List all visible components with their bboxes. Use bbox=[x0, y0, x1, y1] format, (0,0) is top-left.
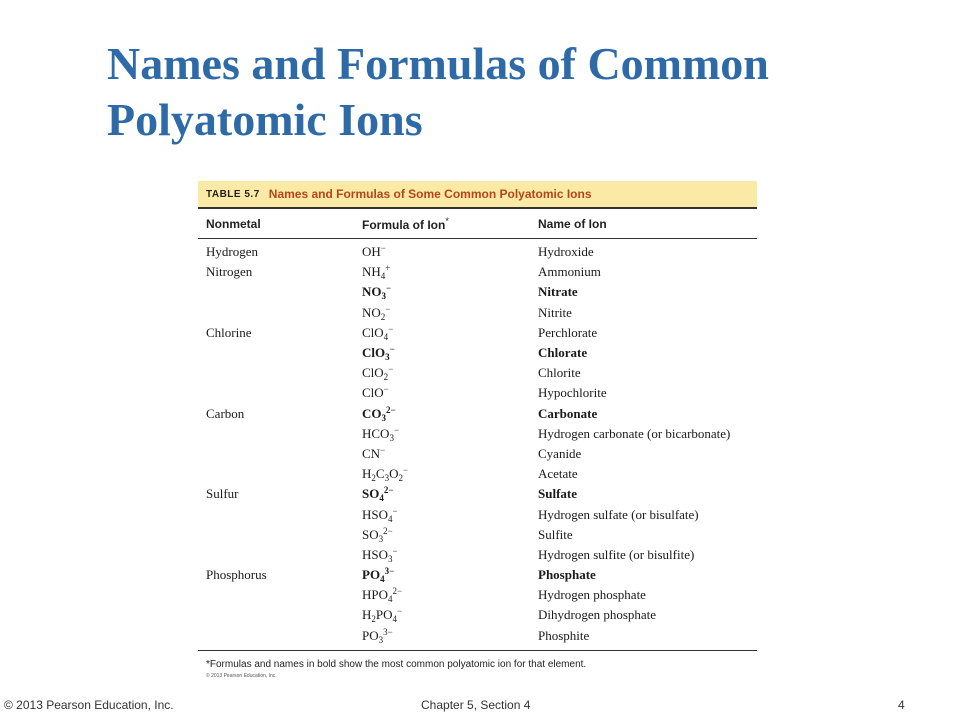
cell-ion-name: Hydrogen carbonate (or bicarbonate) bbox=[538, 425, 731, 441]
table-body bbox=[198, 239, 757, 651]
formula-part: NO bbox=[362, 284, 382, 300]
cell-ion-name: Hydrogen sulfite (or bisulfite) bbox=[538, 546, 695, 562]
formula-part: 2 bbox=[371, 614, 376, 625]
header-formula-footnote-mark: * bbox=[445, 215, 449, 226]
cell-ion-name: Chlorite bbox=[538, 365, 581, 381]
header-nonmetal: Nonmetal bbox=[206, 216, 261, 231]
formula-part: 3 bbox=[385, 352, 390, 363]
table-caption-title: Names and Formulas of Some Common Polyatomic Ions bbox=[268, 187, 592, 201]
cell-formula bbox=[362, 325, 538, 341]
formula-part: − bbox=[397, 606, 403, 617]
formula-part: 3− bbox=[383, 626, 393, 637]
formula-part: H bbox=[362, 607, 372, 623]
table-row bbox=[198, 585, 757, 605]
formula-part: − bbox=[385, 303, 391, 314]
cell-nonmetal: Hydrogen bbox=[206, 244, 258, 260]
formula-part: NH bbox=[362, 264, 381, 280]
formula-part: 2 bbox=[398, 473, 403, 484]
footer-chapter: Chapter 5, Section 4 bbox=[421, 698, 531, 712]
formula-part: 4 bbox=[392, 614, 398, 625]
formula-part: C bbox=[375, 466, 385, 482]
formula-part: + bbox=[385, 263, 391, 274]
formula-part: − bbox=[392, 545, 398, 556]
table-row bbox=[198, 383, 757, 403]
formula-part: PO bbox=[362, 567, 381, 583]
formula-part: ClO bbox=[362, 324, 384, 340]
formula-part: CO bbox=[362, 405, 382, 421]
cell-ion-name: Hydrogen sulfate (or bisulfate) bbox=[538, 506, 699, 522]
table-row bbox=[198, 565, 757, 585]
table-row bbox=[198, 282, 757, 302]
cell-formula bbox=[362, 466, 538, 482]
formula-part: NO bbox=[362, 304, 381, 320]
cell-ion-name: Nitrite bbox=[538, 304, 572, 320]
table-header-row bbox=[198, 209, 757, 239]
formula-part: 3 bbox=[384, 473, 390, 484]
cell-formula bbox=[362, 547, 538, 563]
cell-formula bbox=[362, 284, 538, 300]
formula-part: − bbox=[392, 505, 398, 516]
formula-part: 2 bbox=[380, 311, 386, 322]
table-row bbox=[198, 363, 757, 383]
cell-formula bbox=[362, 406, 538, 422]
formula-part: 2− bbox=[392, 586, 403, 597]
cell-ion-name: Phosphate bbox=[538, 567, 596, 583]
formula-part: 4 bbox=[379, 493, 384, 504]
formula-part: SO bbox=[362, 486, 380, 502]
formula-part: HSO bbox=[362, 506, 389, 522]
formula-part: 4 bbox=[388, 513, 393, 524]
formula-part: − bbox=[388, 323, 394, 334]
table-row bbox=[198, 464, 757, 484]
cell-nonmetal: Nitrogen bbox=[206, 264, 253, 280]
formula-part: 3 bbox=[381, 291, 386, 302]
table-row bbox=[198, 404, 757, 424]
cell-ion-name: Phosphite bbox=[538, 627, 590, 643]
formula-part: 3 bbox=[378, 634, 384, 645]
formula-part: SO bbox=[362, 526, 379, 542]
cell-ion-name: Nitrate bbox=[538, 284, 578, 300]
footer-copyright: © 2013 Pearson Education, Inc. bbox=[4, 698, 174, 712]
cell-ion-name: Cyanide bbox=[538, 445, 582, 461]
formula-part: 3 bbox=[388, 553, 393, 564]
formula-part: PO bbox=[362, 627, 379, 643]
table-row bbox=[198, 444, 757, 464]
formula-part: H bbox=[362, 466, 372, 482]
cell-formula bbox=[362, 365, 538, 381]
formula-part: HCO bbox=[362, 425, 390, 441]
formula-part: 4 bbox=[380, 574, 385, 585]
table-row bbox=[198, 545, 757, 565]
cell-ion-name: Ammonium bbox=[538, 264, 601, 280]
table-row bbox=[198, 484, 757, 504]
formula-part: 3 bbox=[381, 412, 386, 423]
table-row bbox=[198, 242, 757, 262]
table-row bbox=[198, 626, 757, 646]
formula-part: CN bbox=[362, 445, 381, 461]
formula-part: − bbox=[393, 424, 400, 435]
table-row bbox=[198, 303, 757, 323]
formula-part: − bbox=[389, 344, 395, 355]
formula-part: − bbox=[386, 283, 392, 294]
formula-part: 2− bbox=[383, 485, 394, 496]
cell-formula bbox=[362, 244, 538, 260]
cell-formula bbox=[362, 587, 538, 603]
formula-part: 2 bbox=[371, 473, 376, 484]
cell-ion-name: Sulfite bbox=[538, 526, 573, 542]
cell-ion-name: Hypochlorite bbox=[538, 385, 607, 401]
formula-part: ClO bbox=[362, 365, 384, 381]
page-number: 4 bbox=[898, 698, 905, 712]
formula-part: 3− bbox=[384, 566, 395, 577]
formula-part: ClO bbox=[362, 345, 386, 361]
formula-part: 4 bbox=[383, 331, 389, 342]
cell-formula bbox=[362, 486, 538, 502]
cell-formula bbox=[362, 628, 538, 644]
formula-part: HSO bbox=[362, 546, 389, 562]
cell-formula bbox=[362, 607, 538, 623]
formula-part: 4 bbox=[388, 594, 393, 605]
cell-formula bbox=[362, 567, 538, 583]
table-row bbox=[198, 323, 757, 343]
cell-formula bbox=[362, 305, 538, 321]
table-row bbox=[198, 424, 757, 444]
cell-ion-name: Dihydrogen phosphate bbox=[538, 607, 657, 623]
cell-nonmetal: Carbon bbox=[206, 405, 245, 421]
cell-formula bbox=[362, 345, 538, 361]
cell-formula bbox=[362, 446, 538, 462]
formula-part: OH bbox=[362, 244, 381, 260]
cell-ion-name: Carbonate bbox=[538, 405, 598, 421]
formula-part: − bbox=[402, 465, 409, 476]
cell-formula bbox=[362, 507, 538, 523]
cell-formula bbox=[362, 426, 538, 442]
formula-part: O bbox=[389, 466, 399, 482]
cell-ion-name: Chlorate bbox=[538, 345, 588, 361]
cell-formula bbox=[362, 264, 538, 280]
formula-part: − bbox=[383, 384, 389, 395]
table-caption bbox=[198, 181, 757, 209]
polyatomic-ions-table bbox=[198, 181, 757, 679]
table-footnote: *Formulas and names in bold show the most common polyatomic ion for that element. bbox=[206, 658, 587, 670]
formula-part: 2− bbox=[386, 404, 396, 415]
table-row bbox=[198, 262, 757, 282]
formula-part: 3 bbox=[389, 432, 394, 443]
header-formula-label: Formula of Ion bbox=[362, 217, 446, 232]
formula-part: − bbox=[380, 243, 386, 254]
cell-ion-name: Perchlorate bbox=[538, 324, 598, 340]
table-row bbox=[198, 605, 757, 625]
cell-ion-name: Hydroxide bbox=[538, 244, 594, 260]
cell-nonmetal: Sulfur bbox=[206, 486, 239, 502]
header-name: Name of Ion bbox=[538, 216, 607, 231]
cell-nonmetal: Chlorine bbox=[206, 324, 252, 340]
formula-part: 4 bbox=[380, 271, 386, 282]
table-row bbox=[198, 504, 757, 524]
cell-ion-name: Acetate bbox=[538, 466, 578, 482]
formula-part: 2− bbox=[383, 525, 393, 536]
table-row bbox=[198, 525, 757, 545]
table-row bbox=[198, 343, 757, 363]
cell-formula bbox=[362, 385, 538, 401]
cell-ion-name: Hydrogen phosphate bbox=[538, 587, 646, 603]
formula-part: 2 bbox=[383, 372, 389, 383]
formula-part: − bbox=[388, 364, 394, 375]
header-formula bbox=[362, 216, 538, 232]
table-number: TABLE 5.7 bbox=[206, 188, 260, 200]
cell-nonmetal: Phosphorus bbox=[206, 567, 267, 583]
slide-title: Names and Formulas of Common Polyatomic Ions bbox=[107, 38, 769, 145]
formula-part: 3 bbox=[378, 533, 384, 544]
formula-part: PO bbox=[375, 607, 393, 623]
cell-ion-name: Sulfate bbox=[538, 486, 577, 502]
formula-part: ClO bbox=[362, 385, 384, 401]
formula-part: HPO bbox=[362, 587, 389, 603]
cell-formula bbox=[362, 527, 538, 543]
formula-part: − bbox=[380, 444, 386, 455]
table-copyright: © 2013 Pearson Education, Inc. bbox=[206, 672, 277, 679]
